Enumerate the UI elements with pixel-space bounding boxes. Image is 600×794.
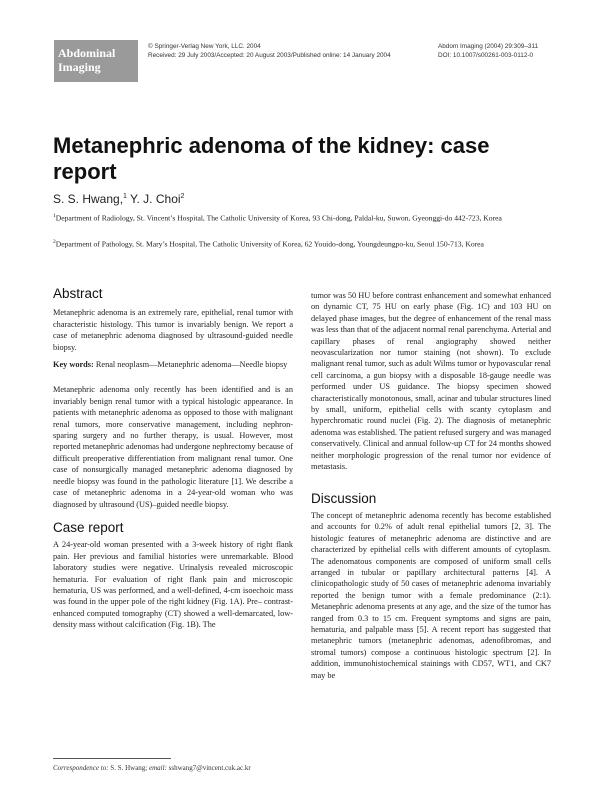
publisher-line: © Springer-Verlag New York, LLC. 2004 <box>148 43 261 50</box>
abstract-heading: Abstract <box>53 286 103 301</box>
left-column <box>53 288 293 631</box>
journal-logo-line2: Imaging <box>58 60 101 74</box>
footnote-name: S. S. Hwang; <box>108 764 149 772</box>
keywords <box>53 359 293 370</box>
journal-logo <box>54 40 138 82</box>
discussion-heading: Discussion <box>311 490 377 506</box>
affiliation-2-mark: 2 <box>53 239 56 245</box>
affiliation-1 <box>53 211 553 224</box>
intro-paragraph: Metanephric adenoma only recently has been identified and is an invariably benign renal tumor with a typical histologic appearance. In patients with metanephric adenoma as opposed to those with malignant renal tumors, more conservative management, including nephron-sparing surgery and no further therapy, is usual. However, most reported metanephric adenomas had undergone nephrectomy because of difficult preoperative differentiation from malignant renal tumor. One case of nonsurgically managed metanephric adenoma diagnosed by needle biopsy was found in the pathologic literature [1]. We describe a case of metanephric adenoma in a 24-year-old woman who was diagnosed by ultrasound (US)–guided needle biopsy. <box>53 385 293 509</box>
author-2: Y. J. Choi <box>126 192 181 206</box>
author-1: S. S. Hwang, <box>53 192 124 206</box>
article-title: Metanephric adenoma of the kidney: case report <box>53 133 490 184</box>
affiliation-2-text: Department of Pathology, St. Mary’s Hospital, The Catholic University of Korea, 62 Youido-dong, Youngdeungpo-ku, Seoul 150-713, Korea <box>55 239 484 249</box>
citation-line: Abdom Imaging (2004) 29:309–311 <box>438 43 539 50</box>
dates-line: Received: 29 July 2003/Accepted: 20 August 2003/Published online: 14 January 2004 <box>148 52 391 59</box>
affiliation-1-text: Department of Radiology, St. Vincent’s Hospital, The Catholic University of Korea, 93 Chi-dong, Paldal-ku, Suwon, Gyeonggi-do 442-723, Korea <box>55 213 502 223</box>
author-line <box>53 192 184 206</box>
affiliation-1-mark: 1 <box>53 213 56 219</box>
right-column <box>311 290 551 681</box>
header-left <box>148 42 391 60</box>
footnote-email: sshwang7@vincent.cuk.ac.kr <box>166 764 251 772</box>
author-1-affiliation-mark: 1 <box>123 193 127 200</box>
footnote-rule <box>53 758 171 759</box>
keywords-text: Renal neoplasm—Metanephric adenoma—Needle biopsy <box>93 360 288 370</box>
footnote-email-label: email: <box>149 764 167 772</box>
author-2-affiliation-mark: 2 <box>180 193 185 200</box>
affiliation-2 <box>53 237 553 250</box>
journal-logo-line1: Abdominal <box>58 46 116 60</box>
keywords-label: Key words: <box>53 360 94 370</box>
case-report-text: A 24-year-old woman presented with a 3-week history of right flank pain. Her previous and familial histories were unremarkable. Blood laboratory studies were negative. Urinalysis revealed microscopic hematuria. For evaluation of right flank pain and microscopic hematuria, US was performed, and a well-defined, 4-cm isoechoic mass was found in the upper pole of the right kidney (Fig. 1A). Pre– contrast-enhanced computed tomography (CT) showed a well-demarcated, low-density mass without calcification (Fig. 1B). The <box>53 540 293 630</box>
discussion-text: The concept of metanephric adenoma recently has become established and accounts for 0.2% of adult renal epithelial tumors [2, 3]. The histologic features of metanephric adenoma are distinctive and are characterized by epithelial cells with different amounts of cytoplasm. The adenomatous components are composed of uniform small cells arranged in tubular or papillary architectural patterns [4]. A clinicopathologic study of 50 cases of metanephric adenoma invariably reported the benign tumor with a female predominance (2:1). Metanephric adenoma presents at any age, and the size of the tumor has ranged from 0.3 to 15 cm. Frequent symptoms and signs are pain, hematuria, and palpable mass [5]. A recent report has suggested that metanephric tumors (metanephric adenomas, adenofibromas, and stromal tumors) compose a continuous histologic spectrum [2]. In addition, immunohistochemical stainings with CD57, WT1, and CK7 may be <box>311 510 551 680</box>
case-report-continued: tumor was 50 HU before contrast enhancement and somewhat enhanced on dynamic CT, 75 HU on early phase (Fig. 1C) and 103 HU on delayed phase images, but the degree of enhancement of the renal mass was less than that of the adjacent normal renal parenchyma. Arterial and capillary phases of renal angiography showed neither neovascularization nor tumor staining (not shown). To exclude malignant renal tumor, such as adult Wilms tumor or hypovascular renal cell carcinoma, a gun biopsy with a disposable 18-gauge needle was performed under US guidance. The biopsy specimen showed characteristically monotonous, small, acinar and tubular structures lined by small, uniform, epithelial cells with scanty cytoplasm and hyperchromatic round nuclei (Fig. 2). The diagnosis of metanephric adenoma was established. The patient refused surgery and was managed conservatively. Clinical and annual follow-up CT for 24 months showed neither morphologic progression of the renal tumor nor evidence of metastasis. <box>311 291 551 472</box>
doi-line: DOI: 10.1007/s00261-003-0112-0 <box>438 52 534 59</box>
abstract-text: Metanephric adenoma is an extremely rare, epithelial, renal tumor with characteristic histology. This tumor is invariably benign. We report a case of metanephric adenoma diagnosed by ultrasound-guided needle biopsy. <box>53 308 293 352</box>
case-report-heading: Case report <box>53 519 124 535</box>
footnote-label: Correspondence to: <box>53 764 109 772</box>
correspondence-footnote <box>53 764 251 772</box>
header-right <box>438 42 538 60</box>
